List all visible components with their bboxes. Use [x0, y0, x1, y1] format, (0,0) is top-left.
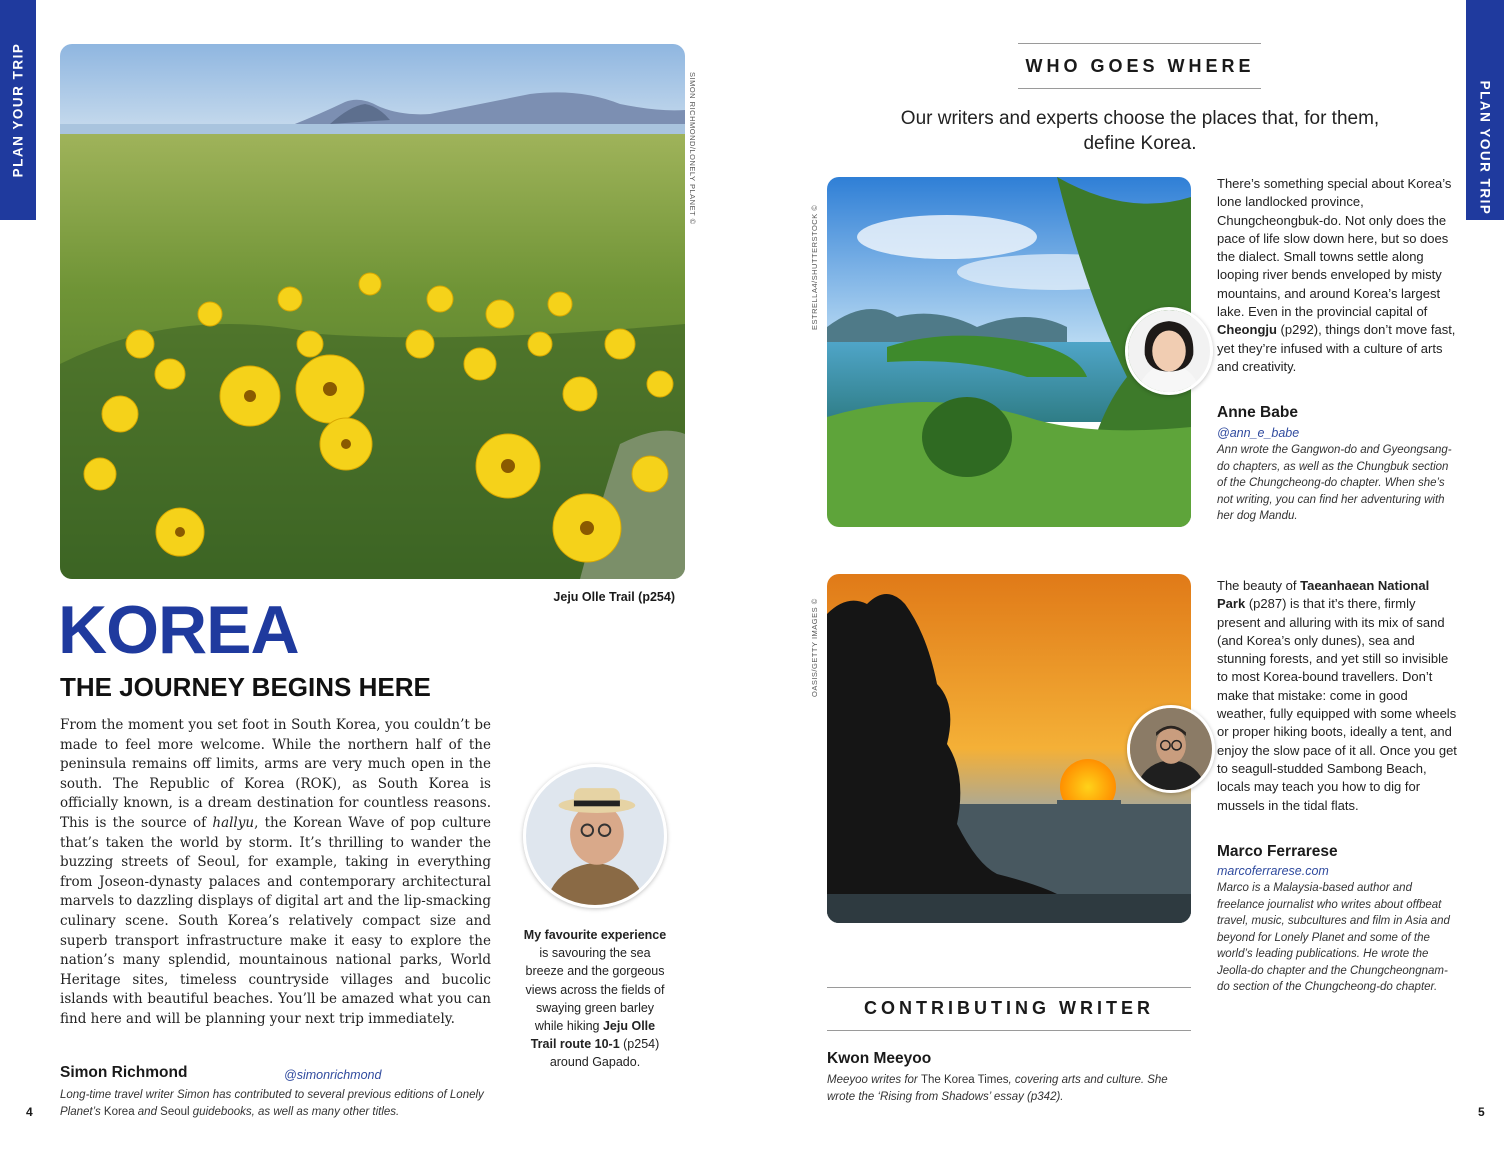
story-text: (p287) is that it’s there, firmly present and alluring with its mix of sand (and Korea’s only dunes), sea and stunning forests, and yet still so invisible to most Korea-bound travellers. Don’t make that mistake: come in good weather, fully equipped with some wheels or proper hiking boots, ideally a tent, and enjoy the slow pace of it all. Once you get to seagull-studded Sambong Beach, locals may teach you how to dig for mussels in the tidal flats.: [1217, 596, 1457, 813]
story-place: Taeanhaean National Park: [1217, 578, 1430, 612]
story-anne-body: [1217, 175, 1457, 376]
page-number-left: 4: [26, 1105, 33, 1119]
story-author-name: Anne Babe: [1217, 404, 1298, 421]
intro-text: , the Korean Wave of pop culture that’s taken the world by storm. It’s thrilling to wander the buzzing streets of Seoul, for example, taking in everything from Joseon-dynasty palaces and contemporary architectural marvels to dazzling displays of digital art and the lip-smacking culinary scene. South Korea’s relatively compact size and superb transport infrastructure make it easy to explore the nation’s many splendid, mountainous national parks, World Heritage sites, timeless countryside villages and bucolic islands with beautiful beaches. You’ll be amazed what you can find here and will be planning your next trip immediately.: [60, 814, 491, 1027]
bio-text: Long-time travel writer Simon has contributed to several previous editions of Lonely Planet’s: [60, 1089, 484, 1118]
section-rule-top: [1018, 43, 1261, 44]
section-rule-bottom: [1018, 88, 1261, 89]
contributing-rule-top: [827, 987, 1191, 988]
story-author-bio: Marco is a Malaysia-based author and freelance journalist who writes about offbeat travel, music, subcultures and film in Asia and beyond for Lonely Planet and some of the world’s leading publications. He wrote the Jeolla-do chapter and the Chungcheongnam-do section of the Chungcheong-do chapter.: [1217, 882, 1450, 993]
author-name: Simon Richmond: [60, 1064, 188, 1081]
favourite-lead: My favourite experience: [523, 928, 667, 942]
side-tab-right: [1466, 0, 1504, 220]
bio-text: Meeyoo writes for: [827, 1074, 921, 1086]
section-title: WHO GOES WHERE: [1025, 56, 1255, 76]
story-author-handle[interactable]: @ann_e_babe: [1217, 426, 1300, 440]
avatar-marco-graphic: [1130, 708, 1212, 790]
hero-photo-graphic: [60, 44, 685, 579]
hero-caption: Jeju Olle Trail (p254): [553, 590, 675, 604]
contributing-bio: [827, 1072, 1187, 1105]
author-avatar: [523, 764, 667, 908]
favourite-place: Jeju Olle Trail route 10-1: [530, 1019, 656, 1052]
story-author-handle[interactable]: marcoferrarese.com: [1217, 864, 1329, 878]
story-text: There’s something special about Korea’s lone landlocked province, Chungcheongbuk-do. Not only does the pace of life slow down here, but so does the dialect. Small towns settle along looping river bends enveloped by misty mountains, and around Korea’s largest lake. Even in the provincial capital of: [1217, 176, 1452, 320]
contributing-name: Kwon Meeyoo: [827, 1050, 932, 1067]
story-photo-credit: ESTRELLA4/SHUTTERSTOCK ©: [810, 204, 819, 330]
bio-text: guidebooks, as well as many other titles.: [189, 1105, 400, 1118]
page-title: KOREA: [58, 592, 299, 668]
bio-title: The Korea Times: [920, 1074, 1009, 1086]
contributing-title: CONTRIBUTING WRITER: [864, 998, 1154, 1018]
avatar-anne-graphic: [1128, 310, 1210, 392]
hero-photo-credit: SIMON RICHMOND/LONELY PLANET ©: [688, 72, 697, 225]
contributing-rule-bottom: [827, 1030, 1191, 1031]
story-author-avatar-marco: [1127, 705, 1215, 793]
story-author-name: Marco Ferrarese: [1217, 843, 1338, 860]
story-marco-body: [1217, 577, 1457, 815]
intro-italic-term: hallyu: [212, 814, 255, 831]
section-tagline: Our writers and experts choose the places that, for them, define Korea.: [900, 108, 1380, 154]
favourite-experience: [522, 926, 668, 1072]
story-author-bio: Ann wrote the Gangwon-do and Gyeongsang-do chapters, as well as the Chungbuk section of the Chungcheong-do chapter. When she’s not writing, you can find her adventuring with her dog Mandu.: [1217, 444, 1452, 522]
hero-photo: [60, 44, 685, 579]
bio-title: Korea: [103, 1105, 135, 1118]
side-tab-left: [0, 0, 36, 220]
author-avatar-graphic: [526, 767, 664, 905]
author-bio: [60, 1087, 500, 1120]
story-text: (p292), things don’t move fast, yet they’re infused with a culture of arts and creativity.: [1217, 322, 1456, 374]
intro-paragraph: [60, 716, 491, 1030]
page-number-right: 5: [1478, 1105, 1485, 1119]
side-tab-label: PLAN YOUR TRIP: [1477, 80, 1493, 216]
story-photo-credit: OASIS/GETTY IMAGES ©: [810, 598, 819, 697]
bio-text: and: [134, 1105, 161, 1118]
favourite-text: (p254) around Gapado.: [549, 1037, 660, 1070]
bio-text: , covering arts and culture. She wrote the ‘Rising from Shadows’ essay (p342).: [827, 1074, 1168, 1103]
story-place: Cheongju: [1217, 322, 1277, 338]
favourite-text: is savouring the sea breeze and the gorgeous views across the fields of swaying green barley while hiking: [525, 946, 665, 1034]
side-tab-label: PLAN YOUR TRIP: [10, 42, 26, 178]
story-text: The beauty of: [1217, 578, 1301, 593]
author-handle[interactable]: @simonrichmond: [284, 1068, 382, 1082]
story-author-avatar-anne: [1125, 307, 1213, 395]
page-subtitle: THE JOURNEY BEGINS HERE: [60, 672, 431, 702]
intro-text: From the moment you set foot in South Korea, you couldn’t be made to feel more welcome. While the northern half of the peninsula remains off limits, arms are very much open in the south. The Republic of Korea (ROK), as South Korea is officially known, is a dream destination for countless reasons. This is the source of: [60, 717, 491, 831]
bio-title: Seoul: [160, 1105, 190, 1118]
